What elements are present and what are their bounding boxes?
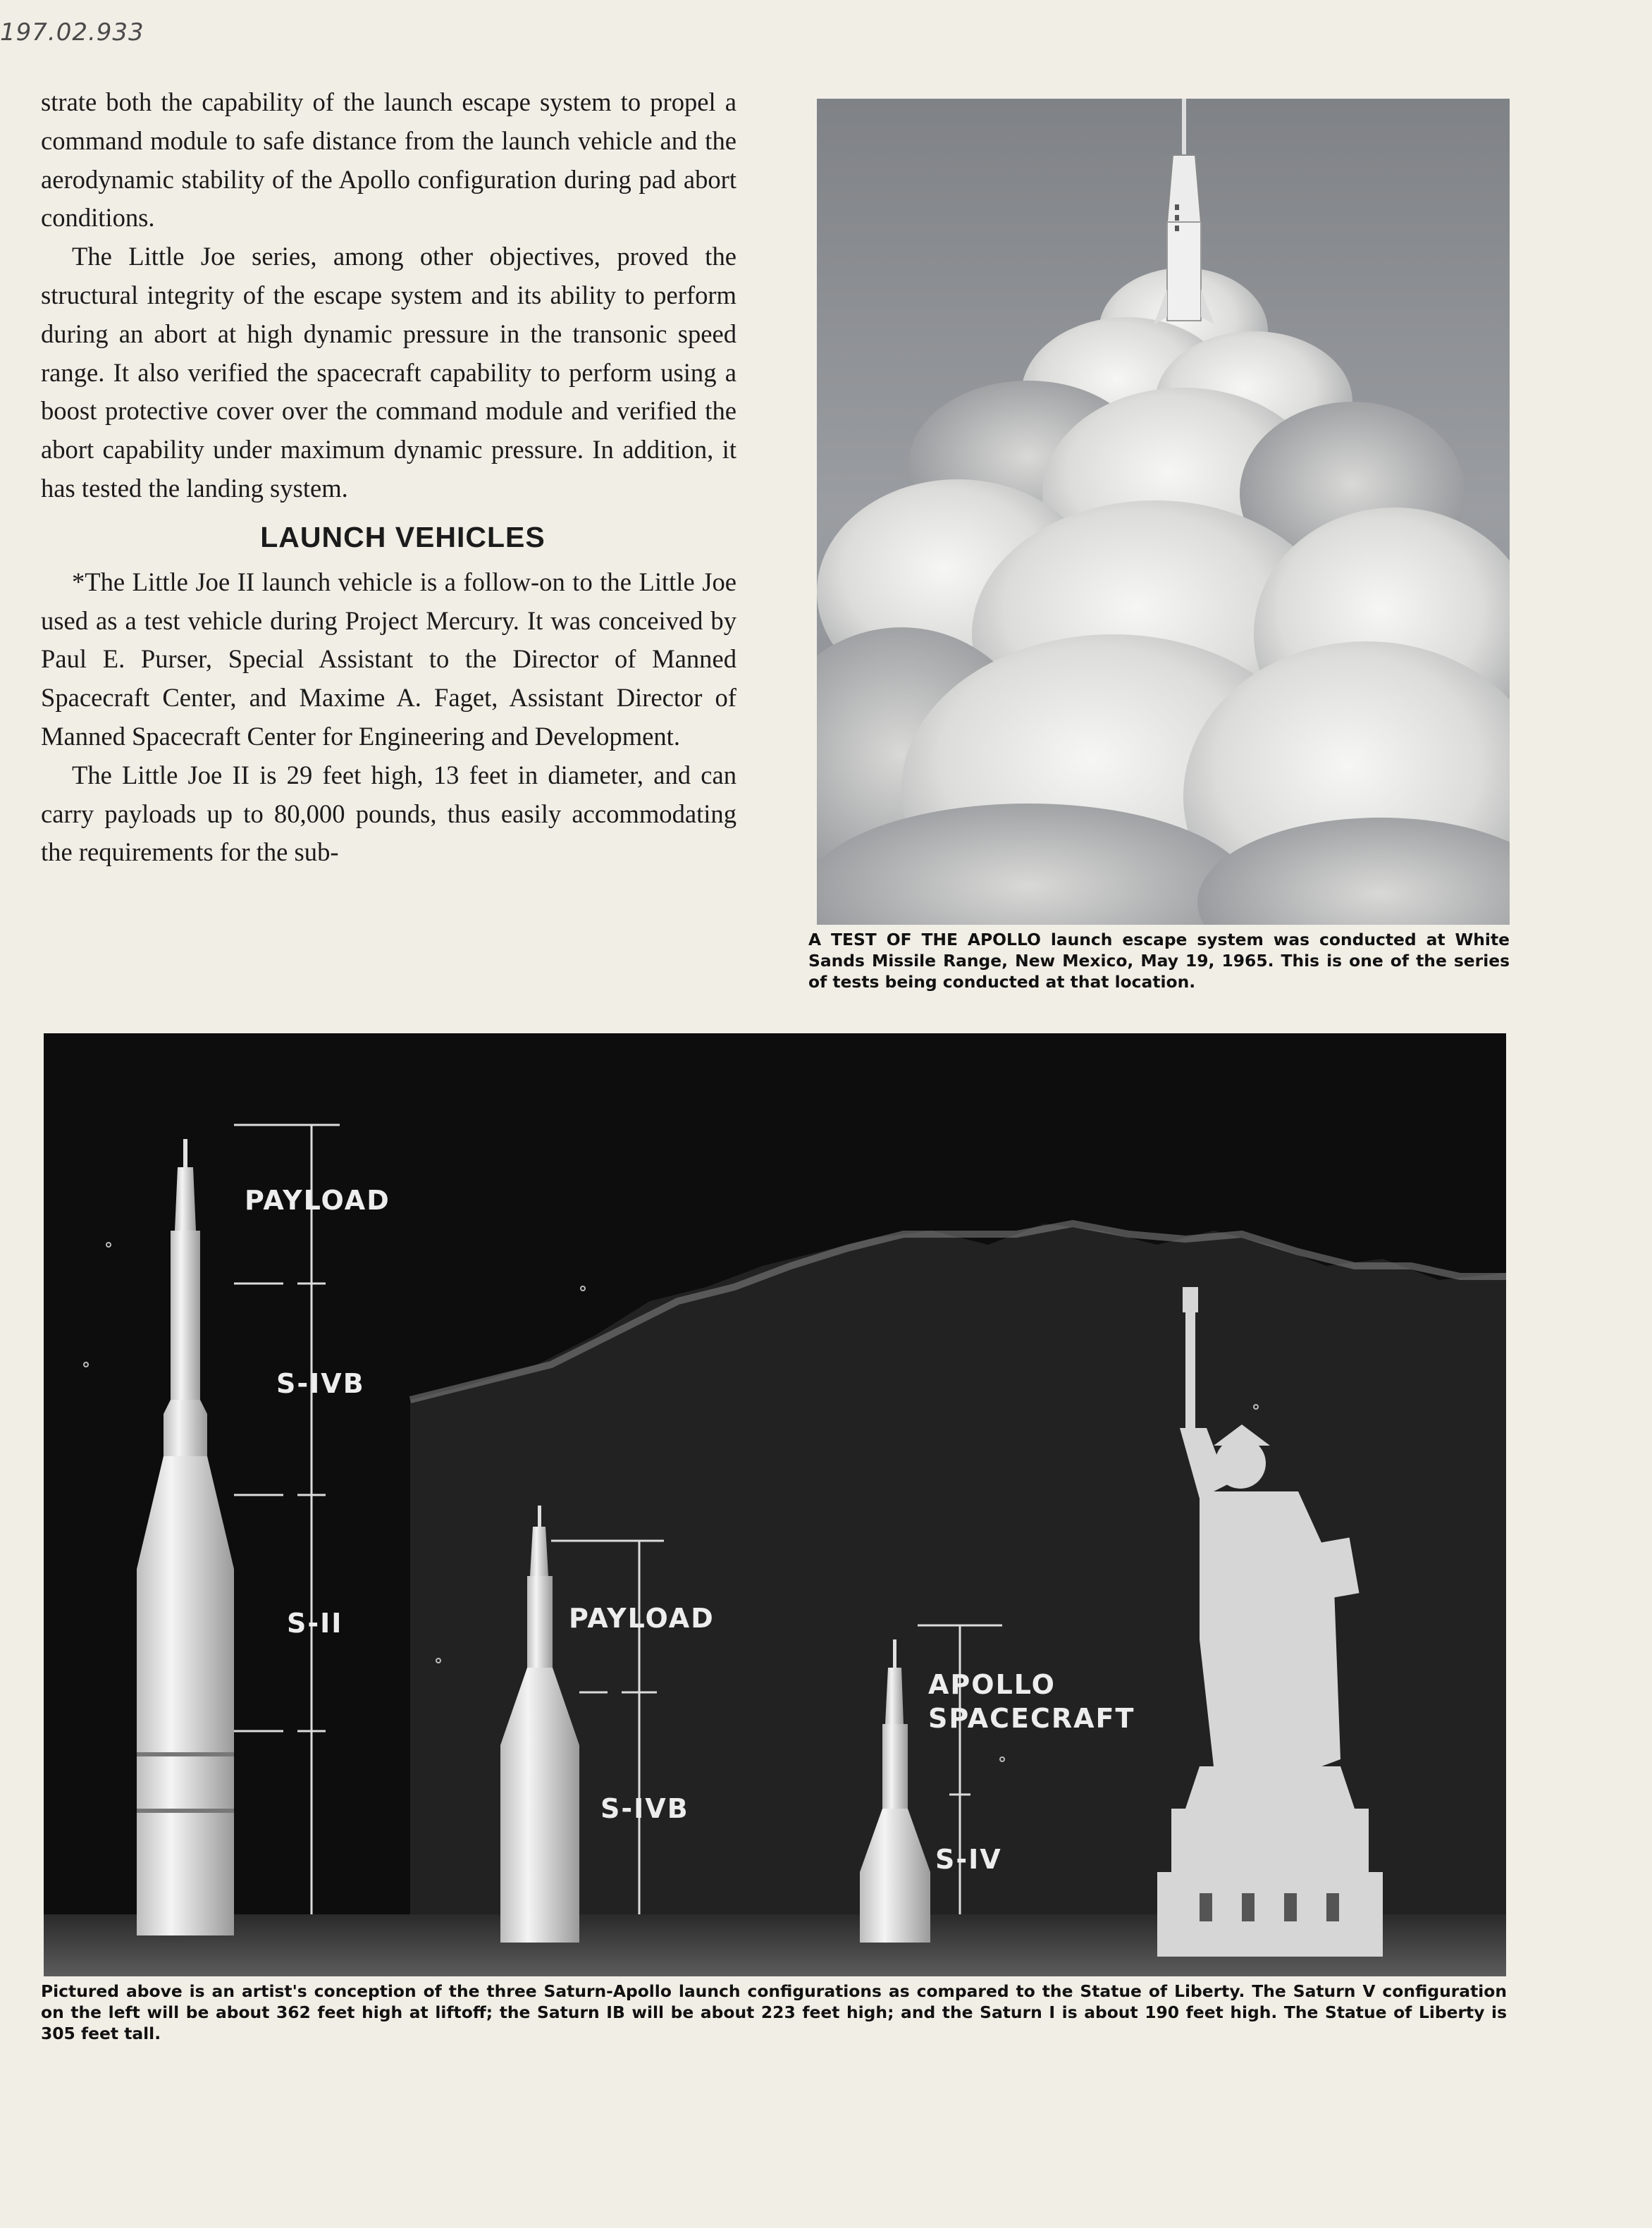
bottom-photo-caption: Pictured above is an artist's conception of the three Saturn-Apollo launch configurations as compared to the Statue of Liberty. The Saturn V configuration on the left will be about 362 feet high at liftoff; the Saturn IB will be about 223 feet high; and the Saturn I is about 190 feet high. The Statue of Liberty is 305 feet tall. [41,1981,1507,2043]
paragraph: The Little Joe series, among other objectives, proved the structural integrity of the escape system and its ability to perform during an abort at high dynamic pressure in the transonic speed range. It also verified the spacecraft capability to perform using a boost protective cover over the command module and verified the abort capability under maximum dynamic pressure. In addition, it has tested the landing system. [41,242,736,503]
saturn-v-payload-label: PAYLOAD [245,1185,390,1216]
saturn-v-s-ii-label: S-II [287,1608,343,1639]
saturn-ib-payload-label: PAYLOAD [569,1603,715,1634]
saturn-i-s-iv-label: S-IV [935,1844,1002,1875]
saturn-v-s-ivb-label: S-IVB [276,1368,365,1399]
paragraph: *The Little Joe II launch vehicle is a follow-on to the Little Joe used as a test vehicle during Project Mercury. It was conceived by Paul E. Purser, Special Assistant to the Director of Manned Spacecraft Center, and Maxime A. Faget, Assistant Director of Manned Spacecraft Center for Engineering and Development. [41,567,736,751]
launch-test-illustration [817,99,1510,925]
saturn-i-apollo-spacecraft-label [928,1668,1135,1735]
saturn-ib-s-ivb-label: S-IVB [600,1793,689,1824]
left-text-column [41,83,736,872]
top-photo-caption: A TEST OF THE APOLLO launch escape system was conducted at White Sands Missile Range, New Mexico, May 19, 1965. This is one of the series of tests being conducted at that location. [808,930,1510,992]
saturn-comparison-illustration [44,1033,1506,1976]
saturn-comparison-photo [44,1033,1506,1976]
paragraph: The Little Joe II is 29 feet high, 13 feet in diameter, and can carry payloads up to 80,000 pounds, thus easily accommodating the requirements for the sub- [41,760,736,867]
paragraph: strate both the capability of the launch escape system to propel a command module to safe distance from the launch vehicle and the aerodynamic stability of the Apollo configuration during pad abort conditions. [41,87,736,233]
label-line: APOLLO [928,1669,1056,1700]
launch-test-photo [817,99,1510,925]
section-heading: LAUNCH VEHICLES [260,520,545,553]
label-line: SPACECRAFT [928,1703,1135,1734]
archive-number: 197.02.933 [0,18,144,47]
